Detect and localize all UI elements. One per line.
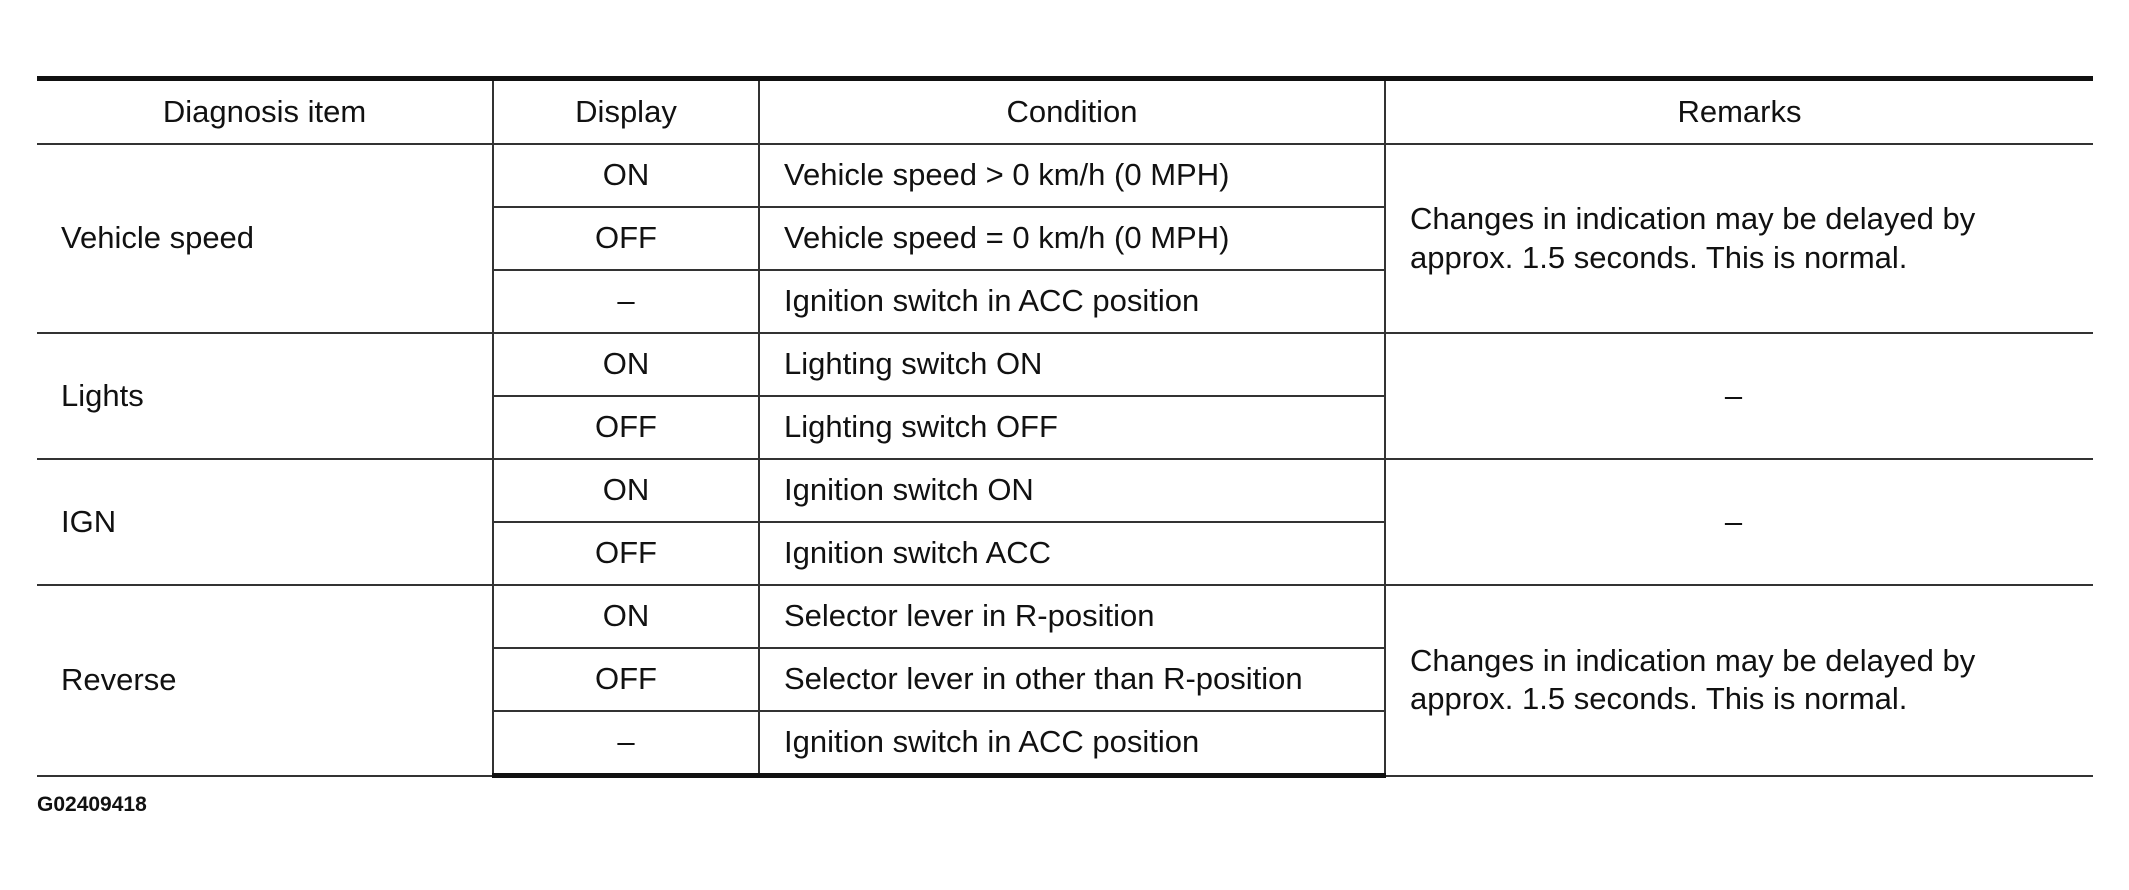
display-value: OFF bbox=[493, 396, 759, 459]
condition-text: Selector lever in R-position bbox=[759, 585, 1385, 648]
table-row bbox=[37, 333, 2093, 396]
display-value: ON bbox=[493, 459, 759, 522]
remarks-lights: – bbox=[1385, 333, 2093, 459]
diagnosis-item-reverse: Reverse bbox=[37, 585, 493, 776]
display-value: OFF bbox=[493, 207, 759, 270]
diagnosis-item-vehicle-speed: Vehicle speed bbox=[37, 144, 493, 333]
header-condition: Condition bbox=[759, 79, 1385, 145]
header-display: Display bbox=[493, 79, 759, 145]
diagnosis-item-lights: Lights bbox=[37, 333, 493, 459]
header-diagnosis-item: Diagnosis item bbox=[37, 79, 493, 145]
condition-text: Ignition switch in ACC position bbox=[759, 270, 1385, 333]
figure-id: G02409418 bbox=[37, 793, 147, 816]
display-value: OFF bbox=[493, 522, 759, 585]
condition-text: Vehicle speed = 0 km/h (0 MPH) bbox=[759, 207, 1385, 270]
condition-text: Ignition switch ACC bbox=[759, 522, 1385, 585]
display-value: – bbox=[493, 270, 759, 333]
diagnosis-item-ign: IGN bbox=[37, 459, 493, 585]
remarks-ign: – bbox=[1385, 459, 2093, 585]
table-row bbox=[37, 144, 2093, 207]
header-row bbox=[37, 79, 2093, 145]
table-row bbox=[37, 585, 2093, 648]
diagnosis-table bbox=[37, 76, 2093, 778]
condition-text: Lighting switch ON bbox=[759, 333, 1385, 396]
display-value: – bbox=[493, 711, 759, 776]
display-value: ON bbox=[493, 585, 759, 648]
condition-text: Ignition switch ON bbox=[759, 459, 1385, 522]
header-remarks: Remarks bbox=[1385, 79, 2093, 145]
display-value: OFF bbox=[493, 648, 759, 711]
condition-text: Lighting switch OFF bbox=[759, 396, 1385, 459]
condition-text: Selector lever in other than R-position bbox=[759, 648, 1385, 711]
remarks-reverse: Changes in indication may be delayed by approx. 1.5 seconds. This is normal. bbox=[1385, 585, 2093, 776]
remarks-vehicle-speed: Changes in indication may be delayed by approx. 1.5 seconds. This is normal. bbox=[1385, 144, 2093, 333]
condition-text: Ignition switch in ACC position bbox=[759, 711, 1385, 776]
display-value: ON bbox=[493, 333, 759, 396]
condition-text: Vehicle speed > 0 km/h (0 MPH) bbox=[759, 144, 1385, 207]
display-value: ON bbox=[493, 144, 759, 207]
table-row bbox=[37, 459, 2093, 522]
